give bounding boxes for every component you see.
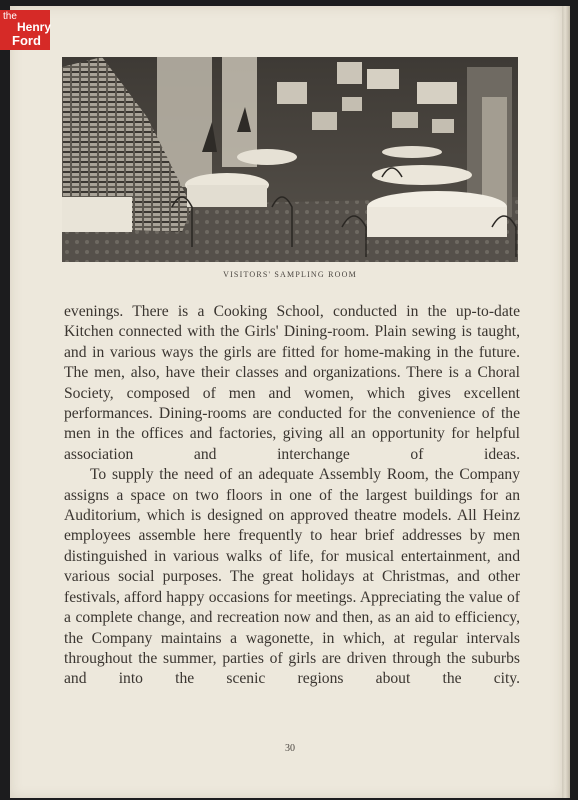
sampling-room-photo xyxy=(62,57,518,262)
body-text xyxy=(64,302,520,690)
page-number: 30 xyxy=(285,743,295,754)
logo-the: the xyxy=(3,11,17,22)
paragraph-2: To supply the need of an adequate Assembly Room, the Company assigns a space on two floors in one of the largest buildings for an Auditorium, which is designed on approved theatre models. All Heinz employees assemble here frequently to hear brief addresses by men distinguished in various walks of life, for musical entertainment, and various social purposes. The great holidays at Christmas, and other festivals, afford happy occasions for meetings. Appreciating the value of a complete change, and recreation now and then, as an aid to efficiency, the Company maintains a wagonette, in which, at regular intervals throughout the summer, parties of girls are driven through the suburbs and into the scenic regions about the city. xyxy=(64,466,520,688)
page-edge xyxy=(562,6,570,798)
logo-henry: Henry xyxy=(17,20,52,34)
henry-ford-logo xyxy=(0,10,50,50)
photo-caption: VISITORS' SAMPLING ROOM xyxy=(223,270,357,279)
paragraph-1: evenings. There is a Cooking School, conducted in the up-to-date Kitchen connected with the Girls' Dining-room. Plain sewing is taught, and in various ways the girls are fitted for home-making in the future. The men, also, have their classes and organizations. There is a Choral Society, composed of men and women, which gives excellent performances. Dining-rooms are conducted for the convenience of the men in the offices and factories, giving all an opportunity for helpful association and interchange of ideas. xyxy=(64,303,520,463)
logo-ford: Ford xyxy=(12,33,41,48)
